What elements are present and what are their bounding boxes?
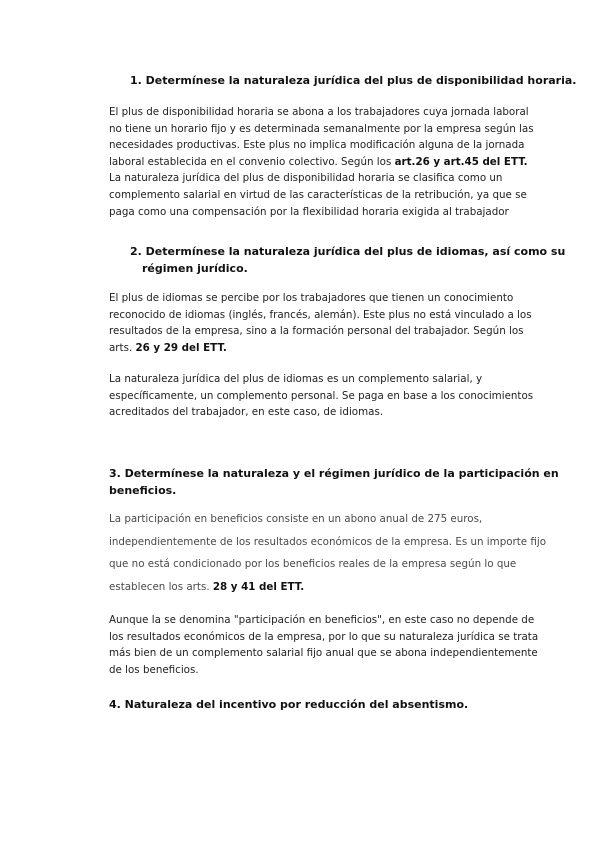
heading-section-3: 3. Determínese la naturaleza y el régimen jurídico de la participación en beneficios.	[109, 467, 559, 497]
paragraph-3-2: Aunque la se denomina "participación en beneficios", en este caso no depende de los resultados económicos de la empresa, por lo que su naturaleza jurídica se trata más bien de un complemento salarial fijo anual que se abona independientemente de los beneficios.	[109, 614, 539, 676]
paragraph-2-1: El plus de idiomas se percibe por los trabajadores que tienen un conocimiento reconocido de idiomas (inglés, francés, alemán). Este plus no está vinculado a los resultados de la empresa, sino a la formación personal del trabajador. Según los arts. 26 y 29 del ETT.	[109, 292, 532, 354]
paragraph-3-1: La participación en beneficios consiste en un abono anual de 275 euros, independientemente de los resultados económicos de la empresa. Es un importe fijo que no está condicionado por los beneficios reales de la empresa según lo que establecen los arts. 28 y 41 del ETT.	[109, 513, 547, 593]
heading-section-4: 4. Naturaleza del incentivo por reducción del absentismo.	[109, 698, 469, 711]
heading-section-1: 1. Determínese la naturaleza jurídica del plus de disponibilidad horaria.	[130, 74, 577, 87]
paragraph-2-2: La naturaleza jurídica del plus de idiomas es un complemento salarial, y específicamente, un complemento personal. Se paga en base a los conocimientos acreditados del trabajador, en este caso, de idiomas.	[109, 373, 534, 419]
paragraph-1-1: El plus de disponibilidad horaria se abona a los trabajadores cuya jornada laboral no tiene un horario fijo y es determinada semanalmente por la empresa según las necesidades productivas. Este plus no implica modificación alguna de la jornada laboral establecida en el convenio colectivo. Según los art.26 y art.45 del ETT. La naturaleza jurídica del plus de disponibilidad horaria se clasifica como un complemento salarial en virtud de las características de la retribución, ya que se paga como una compensación por la flexibilidad horaria exigida al trabajador	[109, 106, 534, 218]
legal-reference: 26 y 29 del ETT.	[135, 341, 227, 354]
legal-reference: art.26 y art.45 del ETT.	[394, 155, 528, 168]
heading-section-2: 2. Determínese la naturaleza jurídica del plus de idiomas, así como su régimen jurídico.	[130, 245, 566, 275]
legal-reference: 28 y 41 del ETT.	[212, 580, 305, 593]
